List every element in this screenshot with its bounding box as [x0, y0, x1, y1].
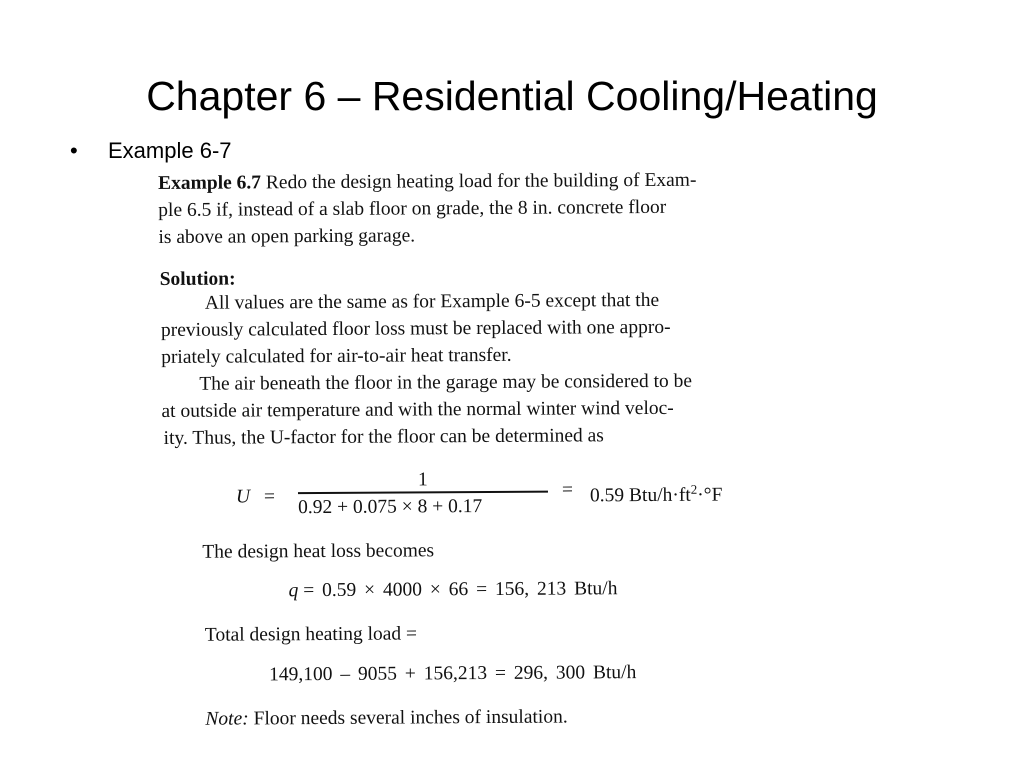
eq1-numerator: 1: [417, 469, 428, 491]
eq1-equals: =: [263, 486, 276, 508]
eq2-expression: = 0.59 × 4000 × 66 = 156, 213 Btu/h: [303, 578, 618, 602]
eq1-result-value: 0.59 Btu/h·ft: [589, 484, 691, 507]
eq1-fraction-bar: [298, 491, 548, 494]
eq1-denominator: 0.92 + 0.075 × 8 + 0.17: [298, 496, 483, 519]
eq1-result: [590, 478, 723, 509]
equation-total-load: 149,100 – 9055 + 156,213 = 296, 300 Btu/h: [269, 662, 637, 686]
bullet-text: Example 6-7: [108, 138, 232, 163]
para2-line-2: at outside air temperature and with the normal winter wind veloc-: [161, 397, 674, 422]
example-label: Example 6.7: [158, 172, 262, 194]
solution-heading: Solution:: [159, 268, 236, 290]
equation-heat-loss: [289, 577, 618, 603]
eq1-result-tail: ·°F: [697, 484, 723, 506]
problem-line-2: ple 6.5 if, instead of a slab floor on grade, the 8 in. concrete floor: [158, 196, 667, 221]
bullet-item: [70, 137, 232, 165]
para2-line-3: ity. Thus, the U-factor for the floor can be determined as: [163, 425, 604, 449]
problem-line-3: is above an open parking garage.: [158, 225, 416, 248]
eq2-lhs: q: [288, 580, 299, 602]
note-line: [205, 706, 567, 732]
para1-line-1: All values are the same as for Example 6-5 except that the: [204, 289, 660, 314]
heat-loss-intro: The design heat loss becomes: [202, 540, 435, 563]
total-intro: Total design heating load =: [204, 623, 418, 646]
problem-text-1: Redo the design heating load for the building of Exam-: [265, 169, 697, 194]
eq1-lhs: U: [235, 486, 251, 508]
slide-title: Chapter 6 – Residential Cooling/Heating: [146, 73, 878, 119]
eq1-rhs-equals: =: [561, 479, 574, 501]
scanned-textbook-excerpt: [158, 164, 861, 738]
eq1-result-exponent: 2: [690, 481, 698, 497]
para1-line-3: priately calculated for air-to-air heat transfer.: [161, 344, 512, 368]
note-text: Floor needs several inches of insulation.: [253, 706, 568, 730]
para1-line-2: previously calculated floor loss must be replaced with one appro-: [160, 316, 671, 341]
problem-line-1: [158, 169, 696, 196]
para2-line-1: The air beneath the floor in the garage may be considered to be: [199, 370, 693, 395]
note-label: Note:: [205, 708, 249, 730]
bullet-symbol: •: [70, 138, 78, 163]
